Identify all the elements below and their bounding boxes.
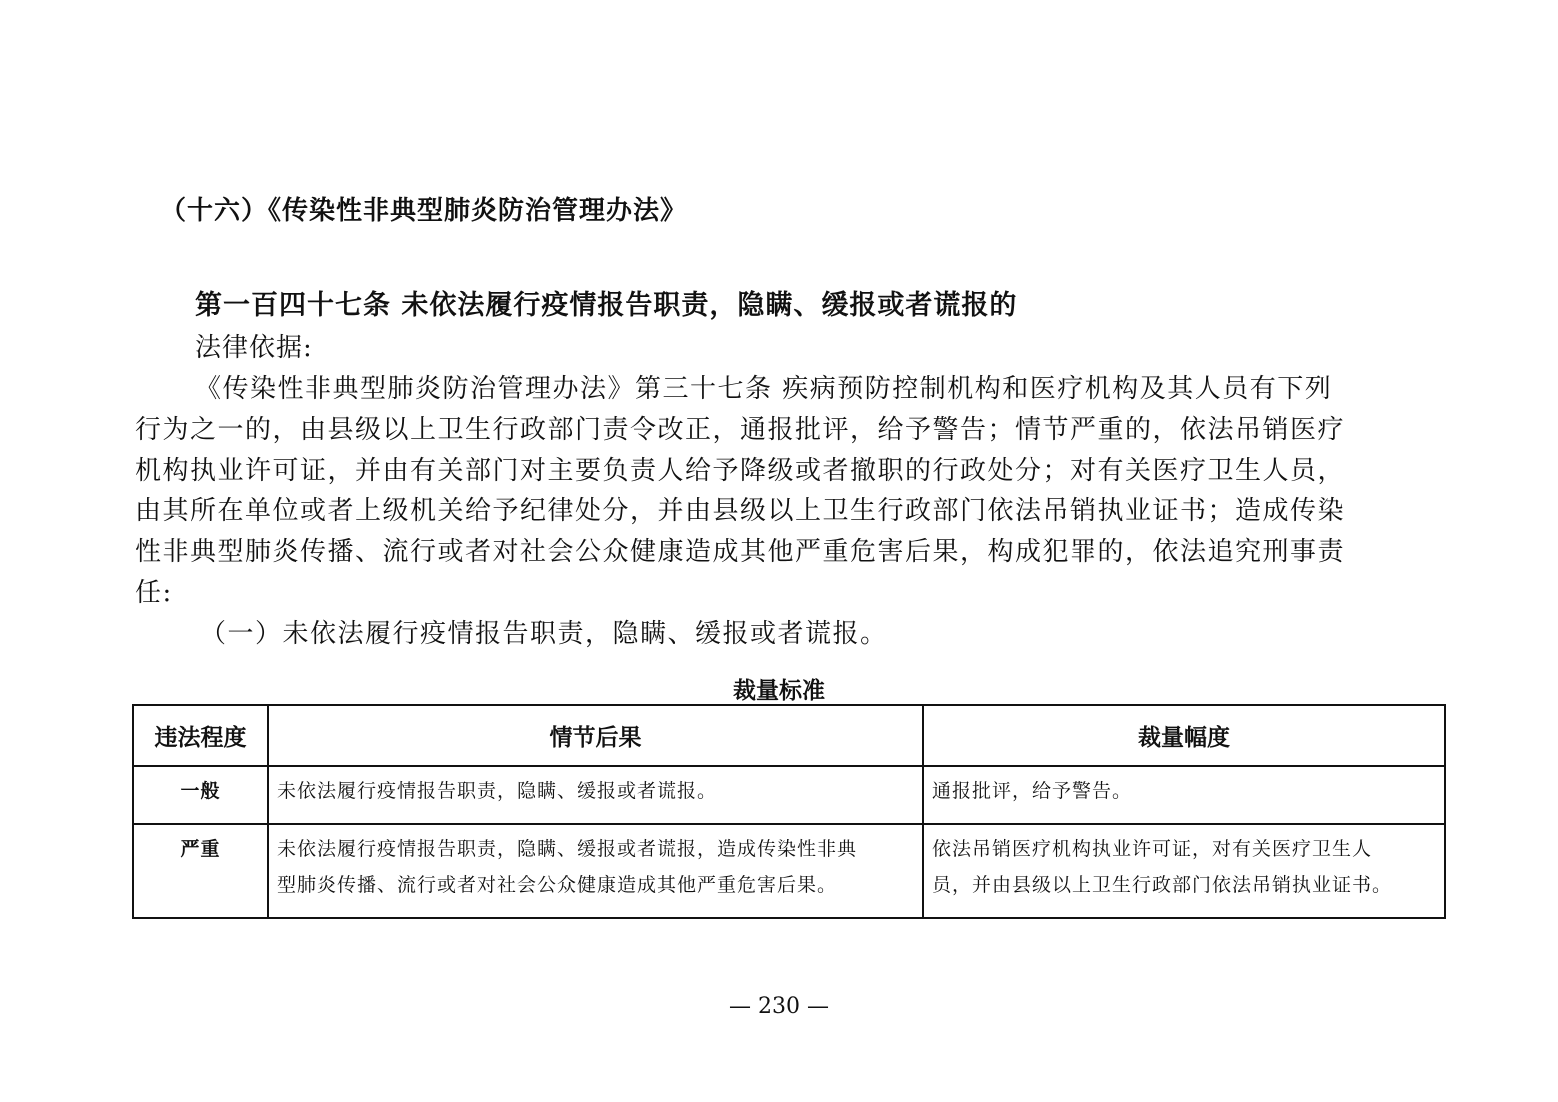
legal-basis-line: 《传染性非典型肺炎防治管理办法》第三十七条 疾病预防控制机构和医疗机构及其人员有下列 — [195, 374, 1333, 404]
penalty-line: 员，并由县级以上卫生行政部门依法吊销执业证书。 — [932, 874, 1393, 896]
circumstance-line: 型肺炎传播、流行或者对社会公众健康造成其他严重危害后果。 — [277, 874, 838, 896]
header-violation-degree: 违法程度 — [133, 705, 268, 766]
legal-basis-line: 任: — [135, 578, 173, 608]
circumstance-line: 未依法履行疫情报告职责，隐瞒、缓报或者谎报，造成传染性非典 — [277, 838, 858, 860]
header-circumstance: 情节后果 — [268, 705, 923, 766]
header-penalty-range: 裁量幅度 — [923, 705, 1445, 766]
legal-basis-label: 法律依据: — [195, 333, 313, 363]
article-heading: 第一百四十七条 未依法履行疫情报告职责，隐瞒、缓报或者谎报的 — [195, 290, 1018, 321]
penalty-cell — [923, 824, 1445, 918]
penalty-line: 依法吊销医疗机构执业许可证，对有关医疗卫生人 — [932, 838, 1373, 860]
table-title: 裁量标准 — [733, 678, 825, 704]
level-cell: 严重 — [133, 824, 268, 918]
table-row — [133, 766, 1445, 824]
circumstance-cell — [268, 824, 923, 918]
discretion-standard-table — [132, 704, 1446, 919]
circumstance-cell: 未依法履行疫情报告职责，隐瞒、缓报或者谎报。 — [268, 766, 923, 824]
table-row — [133, 824, 1445, 918]
level-cell: 一般 — [133, 766, 268, 824]
legal-basis-line: 行为之一的，由县级以上卫生行政部门责令改正，通报批评，给予警告；情节严重的，依法吊销医疗 — [135, 415, 1346, 445]
legal-basis-item: （一）未依法履行疫情报告职责，隐瞒、缓报或者谎报。 — [200, 619, 888, 649]
penalty-cell: 通报批评，给予警告。 — [923, 766, 1445, 824]
legal-basis-line: 机构执业许可证，并由有关部门对主要负责人给予降级或者撤职的行政处分；对有关医疗卫生人员， — [135, 456, 1346, 486]
page-number: — 230 — — [729, 994, 829, 1019]
section-heading: （十六）《传染性非典型肺炎防治管理办法》 — [160, 196, 688, 226]
legal-basis-line: 性非典型肺炎传播、流行或者对社会公众健康造成其他严重危害后果，构成犯罪的，依法追究刑事责 — [135, 537, 1346, 567]
legal-basis-line: 由其所在单位或者上级机关给予纪律处分，并由县级以上卫生行政部门依法吊销执业证书；造成传染 — [135, 496, 1346, 526]
table-header-row — [133, 705, 1445, 766]
